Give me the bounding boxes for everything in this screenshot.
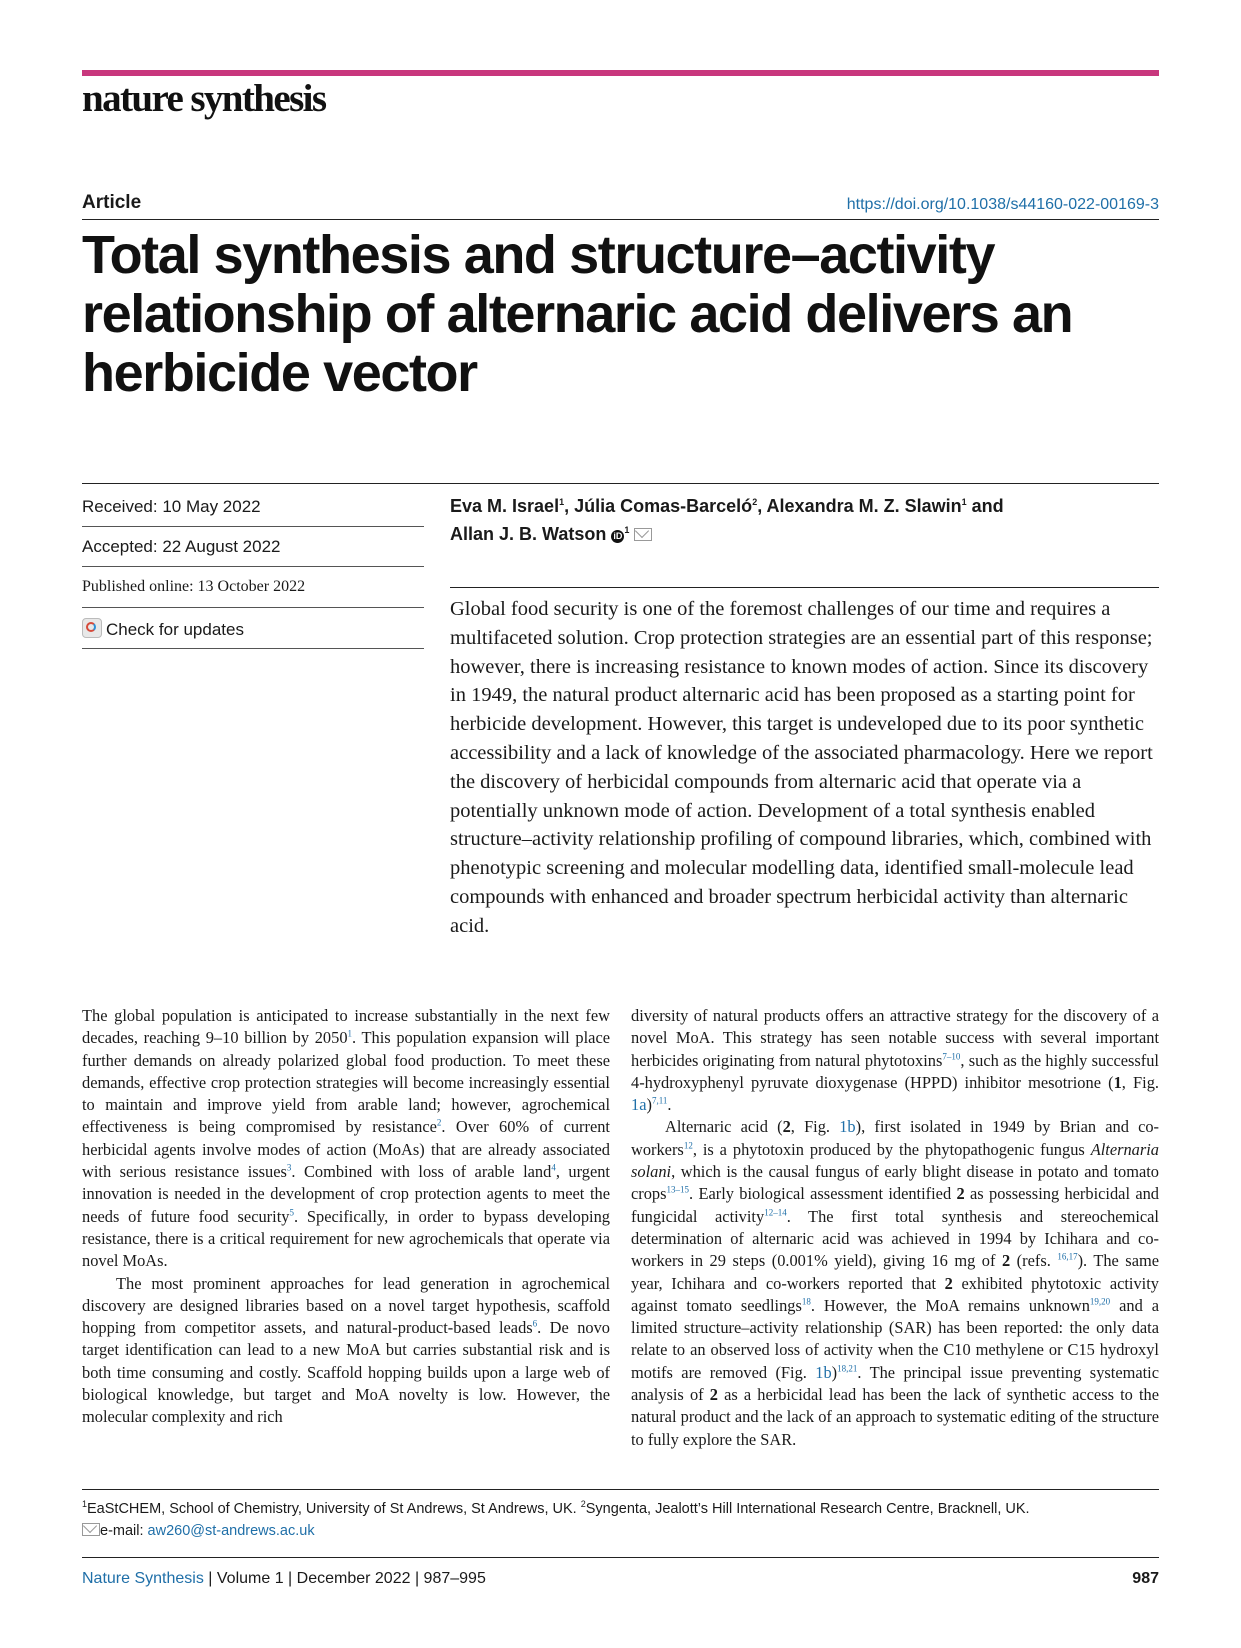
journal-logo: nature synthesis	[82, 77, 326, 120]
received-date: Received: 10 May 2022	[82, 497, 261, 516]
citation-link[interactable]: 7–10	[942, 1051, 961, 1062]
citation-link[interactable]: 3	[286, 1162, 292, 1173]
footer-divider	[82, 1557, 1159, 1558]
orcid-icon[interactable]: iD	[613, 531, 623, 541]
citation-link[interactable]: 13–15	[666, 1184, 690, 1195]
citation-link[interactable]: 18	[801, 1296, 811, 1307]
accepted-date: Accepted: 22 August 2022	[82, 537, 281, 556]
paragraph: diversity of natural products offers an attractive strategy for the discovery of a novel MoA. This strategy has seen notable success with several important herbicides originating from natural phytotoxins$^{7-10}$, such as the highly successful 4-hydroxyphenyl pyruvate dioxygenase (HPPD) inhibitor mesotrione (1, Fig. 1a)$^{7,11}$.	[631, 1006, 1159, 1115]
author-list: Eva M. Israel$^1$, Júlia Comas-Barceló$^2$, Alexandra M. Z. Slawin$^1$ and Allan J. B. Watson $iD^1$	[450, 496, 1004, 544]
footer-citation: Nature Synthesis | Volume 1 | December 2022 | 987–995	[82, 1570, 486, 1587]
author-name[interactable]: Allan J. B. Watson	[450, 524, 607, 544]
header-divider	[82, 219, 1159, 220]
mail-icon[interactable]	[634, 528, 652, 541]
paragraph: The most prominent approaches for lead generation in agrochemical discovery are designed libraries based on a novel target hypothesis, scaffold hopping from competitor assets, and natural-product-based leads$^6$. De novo target identification can lead to a new MoA but carries substantial risk and is both time consuming and costly. Scaffold hopping builds upon a large web of biological knowledge, but target and MoA novelty is low. However, the molecular complexity and rich	[82, 1273, 611, 1427]
meta-divider	[82, 526, 424, 527]
meta-divider	[82, 648, 424, 649]
author-affiliation-mark: 1	[624, 525, 630, 535]
published-date: Published online: 13 October 2022	[82, 578, 306, 595]
paragraph: The global population is anticipated to increase substantially in the next few decades, reaching 9–10 billion by 2050$^1$. This population expansion will place further demands on already polarized global food production. To meet these demands, effective crop protection strategies will become increasingly essential to maintain and improve yield from arable land; however, agrochemical effectiveness is being compromised by resistance$^2$. Over 60% of current herbicidal agents involve modes of action (MoAs) that are already associated with serious resistance issues$^3$. Combined with loss of arable land$^4$, urgent innovation is needed in the development of crop protection agents to meet the needs of future food security$^5$. Specifically, in order to bypass developing resistance, there is a critical requirement for new agrochemicals that operate via novel MoAs.	[82, 1006, 610, 1271]
figure-link[interactable]: 1a	[631, 1095, 647, 1115]
affiliations: $^1$EaStCHEM, School of Chemistry, University of St Andrews, St Andrews, UK. $^2$Syngenta, Jealott’s Hill International Research Centre, Bracknell, UK. e-mail: aw260@st-andrews.ac.uk	[82, 1499, 1030, 1539]
check-updates-icon	[82, 618, 102, 638]
affiliation-divider	[82, 1489, 1159, 1490]
footer-journal-link[interactable]: Nature Synthesis	[82, 1570, 204, 1587]
author-affiliation-mark: 1	[961, 497, 967, 507]
mail-icon	[82, 1523, 100, 1536]
citation-link[interactable]: 5	[289, 1207, 294, 1218]
citation-link[interactable]: 4	[551, 1162, 556, 1173]
paragraph: Alternaric acid (2, Fig. 1b), first isolated in 1949 by Brian and co-workers$^{12}$, is a phytotoxin produced by the phytopathogenic fungus Alternaria solani, which is the causal fungus of early blight disease in potato and tomato crops$^{13-15}$. Early biological assessment identified 2 as possessing herbicidal and fungicidal activity$^{12-14}$. The first total synthesis and stereochemical determination of alternaric acid was achieved in 1994 by Ichihara and co-workers in 29 steps (0.001% yield), giving 16 mg of 2 (refs. $^{16,17}$). The same year, Ichihara and co-workers reported that 2 exhibited phytotoxic activity against tomato seedlings$^{18}$. However, the MoA remains unknown$^{19,20}$ and a limited structure–activity relationship (SAR) has been reported: the only data relate to an observed loss of activity when the C10 methylene or C15 hydroxyl motifs are removed (Fig. 1b)$^{18,21}$. The principal issue preventing systematic analysis of 2 as a herbicidal lead has been the lack of synthetic access to the natural product and the lack of an approach to systematic editing of the structure to fully explore the SAR.	[631, 1117, 1160, 1449]
meta-divider	[82, 566, 424, 567]
citation-link[interactable]: 12–14	[764, 1207, 787, 1218]
figure-link[interactable]: 1b	[839, 1117, 856, 1137]
citation-link[interactable]: 19,20	[1089, 1296, 1111, 1307]
abstract: Global food security is one of the foremost challenges of our time and requires a multifaceted solution. Crop protection strategies are an essential part of this response; however, there is increasing resistance to known modes of action. Since its discovery in 1949, the natural product alternaric acid has been proposed as a starting point for herbicide development. However, this target is undeveloped due to its poor synthetic accessibility and a lack of knowledge of the associated pharmacology. Here we report the discovery of herbicidal compounds from alternaric acid that operate via a potentially unknown mode of action. Development of a total synthesis enabled structure–activity relationship profiling of compound libraries, which, combined with phenotypic screening and molecular modelling data, identified small-molecule lead compounds with enhanced and broader spectrum herbicidal activity than alternaric acid.	[450, 598, 1153, 937]
email-link[interactable]: aw260@st-andrews.ac.uk	[147, 1523, 315, 1539]
article-title: Total synthesis and structure–activity relationship of alternaric acid delivers an herbicide vector	[82, 225, 1073, 403]
check-updates-label: Check for updates	[106, 620, 244, 639]
email-label: e-mail:	[100, 1523, 148, 1539]
figure-link[interactable]: 1b	[815, 1362, 832, 1382]
doi-link[interactable]: https://doi.org/10.1038/s44160-022-00169-3	[846, 196, 1159, 213]
citation-link[interactable]: 7,11	[651, 1095, 668, 1106]
page-number: 987	[1132, 1570, 1159, 1587]
citation-link[interactable]: 1	[347, 1028, 353, 1039]
body-column-right	[631, 1005, 1159, 1451]
citation-link[interactable]: 6	[532, 1318, 538, 1329]
abstract-divider	[450, 587, 1159, 588]
citation-link[interactable]: 18,21	[837, 1363, 858, 1374]
meta-divider	[82, 607, 424, 608]
author-name[interactable]: Alexandra M. Z. Slawin	[766, 496, 962, 516]
check-updates-button[interactable]	[82, 618, 244, 640]
meta-top-divider	[82, 483, 1159, 484]
body-column-left	[82, 1005, 610, 1429]
author-affiliation-mark: 1	[559, 497, 565, 507]
author-name[interactable]: Eva M. Israel	[450, 496, 560, 516]
author-conjunction: and	[971, 496, 1004, 516]
author-affiliation-mark: 2	[752, 497, 758, 507]
citation-link[interactable]: 12	[683, 1140, 693, 1151]
citation-link[interactable]: 2	[436, 1118, 442, 1129]
author-name[interactable]: Júlia Comas-Barceló	[574, 496, 753, 516]
article-type: Article	[82, 192, 142, 213]
citation-link[interactable]: 16,17	[1057, 1251, 1078, 1262]
